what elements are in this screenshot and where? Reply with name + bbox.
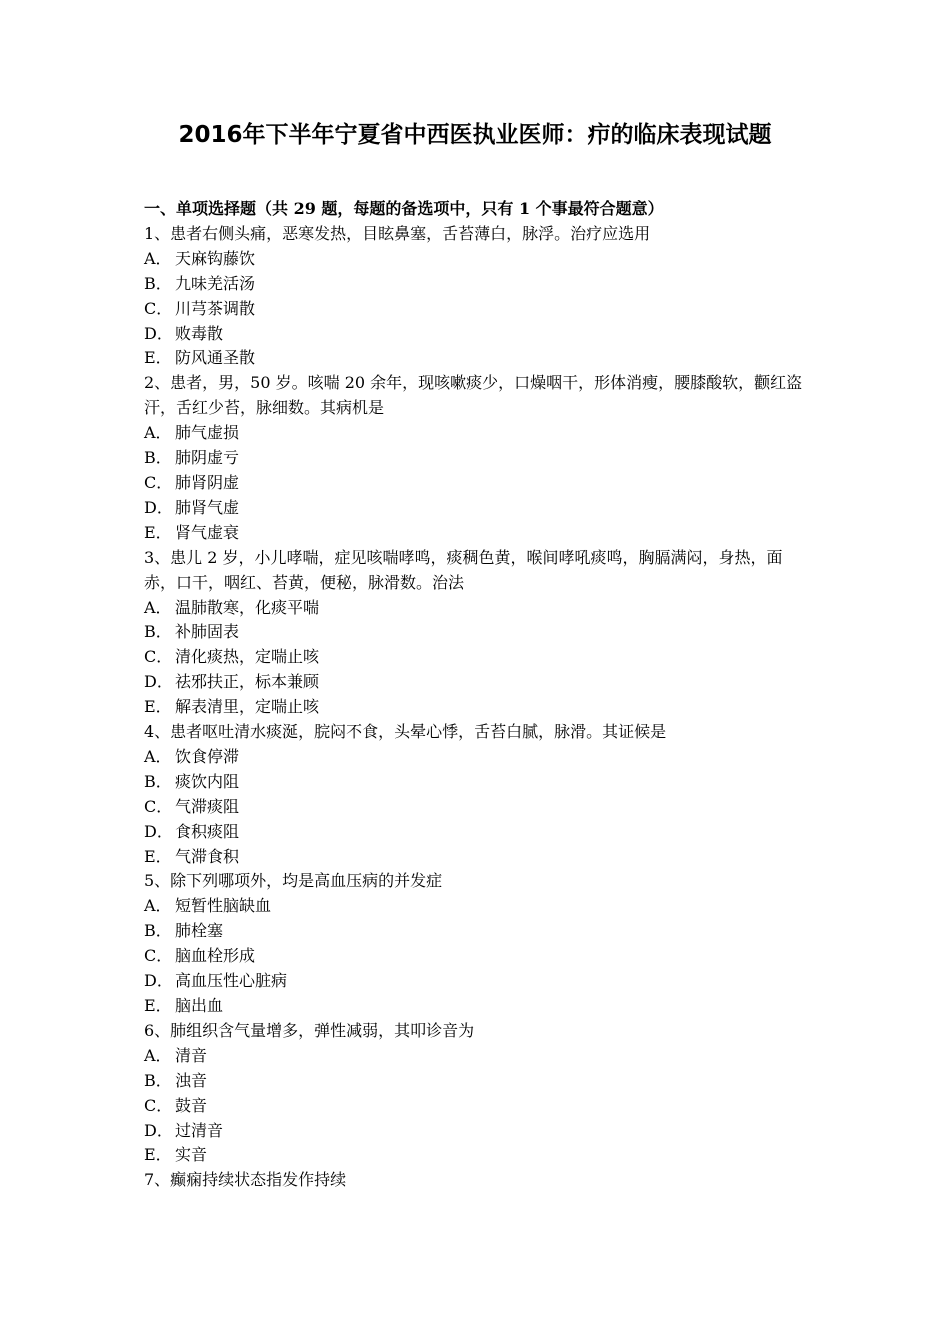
answer-option xyxy=(144,421,814,446)
answer-option xyxy=(144,1119,814,1144)
option-text: 肾气虚衰 xyxy=(175,522,240,542)
answer-option xyxy=(144,695,814,720)
option-text: 肺肾气虚 xyxy=(175,497,240,517)
question-item xyxy=(144,869,814,1018)
option-text: 防风通圣散 xyxy=(175,348,256,368)
answer-option xyxy=(144,297,814,322)
option-text: 鼓音 xyxy=(175,1095,208,1115)
answer-option xyxy=(144,1044,814,1069)
option-letter: D． xyxy=(144,971,173,991)
option-letter: C． xyxy=(144,1095,173,1115)
option-text: 气滞食积 xyxy=(175,846,240,866)
answer-option xyxy=(144,994,814,1019)
option-text: 川芎茶调散 xyxy=(175,298,256,318)
option-text: 浊音 xyxy=(175,1070,208,1090)
option-text: 天麻钩藤饮 xyxy=(175,248,256,268)
option-letter: A． xyxy=(144,423,172,443)
option-text: 食积痰阻 xyxy=(175,821,240,841)
option-letter: D． xyxy=(144,497,173,517)
answer-option xyxy=(144,645,814,670)
option-text: 肺气虚损 xyxy=(175,423,240,443)
option-text: 脑出血 xyxy=(175,996,224,1015)
answer-option xyxy=(144,745,814,770)
option-text: 九味羌活汤 xyxy=(175,273,256,293)
section-heading: 一、单项选择题（共 29 题，每题的备选项中，只有 1 个事最符合题意） xyxy=(144,199,664,218)
answer-option xyxy=(144,944,814,969)
question-stem: 3、患儿 2 岁，小儿哮喘，症见咳喘哮鸣，痰稠色黄，喉间哮吼痰鸣，胸膈满闷，身热，面赤，口干，咽红、苔黄，便秘，脉滑数。治法 xyxy=(144,547,783,592)
option-text: 肺阴虚亏 xyxy=(175,448,240,468)
option-letter: E． xyxy=(144,996,172,1015)
question-item xyxy=(144,1168,814,1193)
answer-option xyxy=(144,596,814,621)
option-text: 解表清里，定喘止咳 xyxy=(175,697,320,717)
answer-option xyxy=(144,770,814,795)
question-stem: 4、患者呕吐清水痰涎，脘闷不食，头晕心悸，舌苔白腻，脉滑。其证候是 xyxy=(144,722,667,742)
question-item xyxy=(144,1019,814,1168)
option-letter: B． xyxy=(144,921,172,941)
answer-option xyxy=(144,496,814,521)
option-text: 脑血栓形成 xyxy=(175,946,256,966)
answer-option xyxy=(144,272,814,297)
option-text: 肺栓塞 xyxy=(175,921,224,941)
option-text: 清音 xyxy=(175,1045,208,1065)
option-text: 祛邪扶正，标本兼顾 xyxy=(175,672,320,692)
option-text: 过清音 xyxy=(175,1120,224,1140)
question-stem: 5、除下列哪项外，均是高血压病的并发症 xyxy=(144,871,443,891)
option-letter: A． xyxy=(144,896,172,916)
answer-option xyxy=(144,247,814,272)
option-text: 气滞痰阻 xyxy=(175,796,240,816)
answer-option xyxy=(144,1069,814,1094)
option-letter: B． xyxy=(144,1070,172,1090)
option-letter: A． xyxy=(144,248,172,268)
answer-option xyxy=(144,1094,814,1119)
option-letter: C． xyxy=(144,298,173,318)
answer-option xyxy=(144,620,814,645)
option-letter: B． xyxy=(144,273,172,293)
question-stem: 1、患者右侧头痛，恶寒发热，目眩鼻塞，舌苔薄白，脉浮。治疗应选用 xyxy=(144,223,651,243)
option-letter: D． xyxy=(144,323,173,343)
option-letter: A． xyxy=(144,597,172,617)
answer-option xyxy=(144,521,814,546)
option-text: 痰饮内阻 xyxy=(175,771,240,791)
option-letter: D． xyxy=(144,672,173,692)
question-item xyxy=(144,546,814,720)
answer-option xyxy=(144,820,814,845)
page-title: 2016年下半年宁夏省中西医执业医师：疖的临床表现试题 xyxy=(178,122,772,148)
question-item xyxy=(144,720,814,869)
answer-option xyxy=(144,919,814,944)
option-text: 温肺散寒，化痰平喘 xyxy=(175,597,320,617)
answer-option xyxy=(144,322,814,347)
question-item xyxy=(144,222,814,371)
question-stem: 2、患者，男，50 岁。咳喘 20 余年，现咳嗽痰少，口燥咽干，形体消瘦，腰膝酸软，颧红盗汗，舌红少苔，脉细数。其病机是 xyxy=(144,373,803,418)
option-letter: C． xyxy=(144,796,173,816)
option-letter: E． xyxy=(144,697,172,717)
option-letter: D． xyxy=(144,1120,173,1140)
option-text: 饮食停滞 xyxy=(175,746,240,766)
document-body xyxy=(144,197,814,1193)
answer-option xyxy=(144,795,814,820)
option-letter: B． xyxy=(144,771,172,791)
question-list xyxy=(144,222,814,1193)
option-text: 高血压性心脏病 xyxy=(175,971,288,991)
option-text: 清化痰热，定喘止咳 xyxy=(175,647,320,667)
option-text: 实音 xyxy=(175,1145,208,1165)
option-letter: B． xyxy=(144,622,172,642)
question-stem: 7、癫痫持续状态指发作持续 xyxy=(144,1170,347,1190)
option-letter: A． xyxy=(144,746,172,766)
option-letter: E． xyxy=(144,522,172,542)
question-item xyxy=(144,371,814,545)
option-text: 补肺固表 xyxy=(175,622,240,642)
answer-option xyxy=(144,969,814,994)
answer-option xyxy=(144,446,814,471)
option-letter: A． xyxy=(144,1045,172,1065)
answer-option xyxy=(144,471,814,496)
option-letter: E． xyxy=(144,1145,172,1165)
answer-option xyxy=(144,1143,814,1168)
answer-option xyxy=(144,670,814,695)
answer-option xyxy=(144,894,814,919)
option-letter: B． xyxy=(144,448,172,468)
answer-option xyxy=(144,845,814,870)
option-letter: E． xyxy=(144,846,172,866)
option-letter: E． xyxy=(144,348,172,368)
option-letter: C． xyxy=(144,647,173,667)
question-stem: 6、肺组织含气量增多，弹性减弱，其叩诊音为 xyxy=(144,1020,475,1040)
answer-option xyxy=(144,346,814,371)
option-text: 败毒散 xyxy=(175,323,224,343)
option-letter: D． xyxy=(144,821,173,841)
option-letter: C． xyxy=(144,946,173,966)
option-text: 短暂性脑缺血 xyxy=(175,896,272,916)
option-letter: C． xyxy=(144,472,173,492)
option-text: 肺肾阴虚 xyxy=(175,472,240,492)
